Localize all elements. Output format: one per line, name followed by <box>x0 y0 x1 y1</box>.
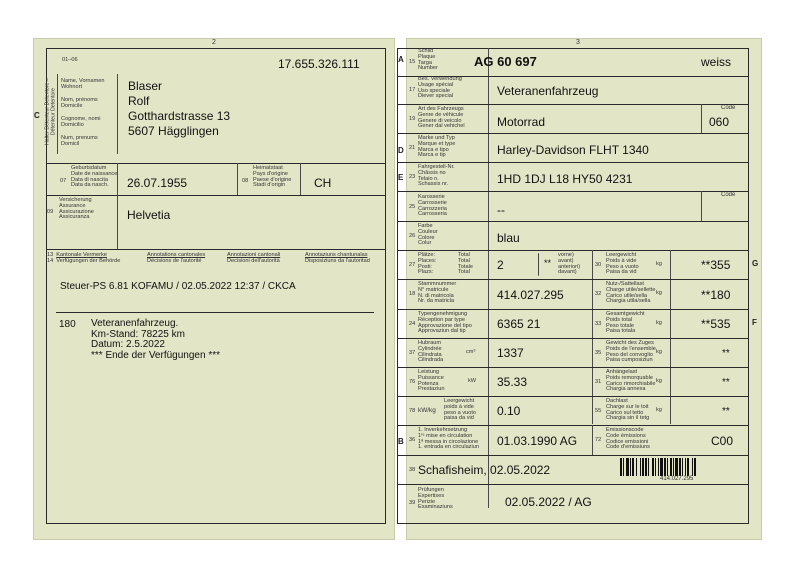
field-72-number: 72 <box>595 437 602 443</box>
label-power-it: Potenza <box>418 380 439 387</box>
label-front-it: anteriori) <box>558 263 581 270</box>
holder-vertical-label <box>44 74 58 154</box>
label-body-rm: Carrosseria <box>418 211 447 218</box>
label-body-fr: Carrosserie <box>418 199 447 206</box>
label-cantonal-it: Annotazioni cantonali <box>227 252 281 258</box>
label-first-registration-rm: 1. entrada en circulaziun <box>418 444 479 451</box>
power-labels <box>418 370 444 393</box>
label-birthdate-it: Data di nascita <box>71 176 109 183</box>
label-insurance-de: Versicherung <box>59 197 92 203</box>
remarks-header-fr <box>147 253 205 265</box>
label-authority-fr: Décisions de l'autorité <box>147 257 202 264</box>
label-payload-fr: Charge utile/sellette <box>606 286 656 293</box>
barcode <box>620 458 744 476</box>
first-registration-labels <box>418 428 479 451</box>
label-body-de: Karosserie <box>418 194 445 200</box>
vertical-label-5: Détenteur <box>50 112 56 136</box>
label-roof-load-it: Carico sul tetto <box>606 409 644 416</box>
label-name-de: Name, Vornamen <box>61 78 105 84</box>
label-authority-de: Verfügungen der Behörde <box>56 257 121 264</box>
vehicle-code-label: Code <box>721 105 736 111</box>
label-make-de: Marke und Typ <box>418 135 455 141</box>
power-unit: kW <box>468 378 477 384</box>
matricule-number: 414.027.295 <box>497 288 564 302</box>
holder-labels-rm <box>61 136 98 148</box>
first-registration: 01.03.1990 AG <box>497 434 578 448</box>
birthdate-labels <box>71 166 117 189</box>
label-first-registration-de: 1. Inverkehrsetzung <box>418 427 468 433</box>
chassis-number: 1HD 1DJ L18 HY50 4231 <box>497 172 633 186</box>
side-letter-f: F <box>752 318 757 327</box>
label-color-it: Colore <box>418 234 435 241</box>
label-origin-it: Paese d'origine <box>253 176 292 183</box>
side-letter-d: D <box>398 146 404 155</box>
label-type-approval-de: Typengenehmigung <box>418 311 468 317</box>
label-front-rm: davant) <box>558 269 577 276</box>
usage-labels <box>418 77 462 100</box>
note-line-1: Veteranenfahrzeug. <box>91 318 179 329</box>
label-power-rm: Prestaziun <box>418 386 445 393</box>
empty-weight: **355 <box>701 258 731 272</box>
roof-load-unit: kg <box>656 407 662 413</box>
label-displacement-fr: Cylindrée <box>418 345 442 352</box>
seats-total-labels <box>458 253 473 276</box>
column-number-right: 3 <box>576 39 580 46</box>
label-seats-fr: Places: <box>418 257 437 264</box>
label-vehicle-type-rm: Gener dal vehichel <box>418 123 465 130</box>
label-roof-load-de: Dachlast <box>606 398 628 404</box>
label-vehicle-type-it: Genere di veicolo <box>418 117 462 124</box>
label-plate-fr: Plaque <box>418 53 436 60</box>
label-displacement-it: Cilindrata <box>418 351 442 358</box>
seats-front-labels <box>558 253 580 276</box>
field-37-number: 37 <box>409 350 416 356</box>
field-33-number: 33 <box>595 321 602 327</box>
insurance: Helvetia <box>127 208 171 222</box>
field-15-number: 15 <box>409 59 416 65</box>
label-vehicle-type-de: Art des Fahrzeugs <box>418 106 464 112</box>
seats-front-bracket <box>538 253 539 276</box>
label-matricule-it: N. di matricola <box>418 292 454 299</box>
label-emission-fr: Code émissions <box>606 432 646 439</box>
holder-labels-it <box>61 117 101 129</box>
field-30-number: 30 <box>595 262 602 268</box>
total-weight: **535 <box>701 317 731 331</box>
special-usage: Veteranenfahrzeug <box>497 84 599 98</box>
field-13-number: 13 <box>47 252 54 258</box>
label-power-ratio-rm: paisa da vid <box>444 415 474 422</box>
field-78-number: 78 <box>409 408 416 414</box>
label-power-fr: Puissance <box>418 374 444 381</box>
label-matricule-rm: Nr. da matricla <box>418 298 455 305</box>
label-emission-rm: Code d'emissiuns <box>606 444 650 451</box>
note-block <box>91 319 220 361</box>
vehicle-type-labels <box>418 107 465 130</box>
label-make-fr: Marque et type <box>418 140 456 147</box>
power-ratio-labels <box>444 399 476 422</box>
empty-weight-labels <box>606 253 639 276</box>
plate-color: weiss <box>701 55 732 69</box>
label-power-ratio-it: peso a vuoto <box>444 409 477 416</box>
label-train-weight-de: Gewicht des Zuges <box>606 340 654 346</box>
vertical-label-2: Détenteur <box>44 106 51 130</box>
label-total-weight-fr: Poids total <box>606 316 633 323</box>
note-line-4: *** Ende der Verfügungen *** <box>91 349 220 361</box>
barcode-bar <box>696 458 697 476</box>
empty-weight-unit: kg <box>656 261 662 267</box>
side-letter-c: C <box>34 111 40 120</box>
holder-first-name: Rolf <box>128 94 150 108</box>
label-displacement-rm: Cilindrada <box>418 357 444 364</box>
label-cantonal-de: Kantonale Vermerke <box>56 252 107 258</box>
displacement-unit: cm³ <box>466 349 476 355</box>
make-labels <box>418 136 455 159</box>
field-08-number: 08 <box>242 178 249 184</box>
label-front-fr: avant) <box>558 257 574 264</box>
origin-country: CH <box>314 176 332 190</box>
towing-load: ** <box>722 377 730 388</box>
label-name-fr: Nom, prénoms <box>61 97 98 103</box>
chassis-labels <box>418 165 455 188</box>
label-insurance-fr: Assurance <box>59 202 86 209</box>
label-usage-it: Uso speciale <box>418 87 451 94</box>
displacement-labels <box>418 341 443 364</box>
label-vehicle-type-fr: Genre de véhicule <box>418 111 464 118</box>
note-line-3: Datum: 2.5.2022 <box>91 339 165 350</box>
total-weight-unit: kg <box>656 320 662 326</box>
label-roof-load-fr: Charge sur le toit <box>606 403 649 410</box>
label-seats-it: Posti: <box>418 263 432 270</box>
label-inspection-fr: Expertises <box>418 492 445 499</box>
power: 35.33 <box>497 375 528 389</box>
vertical-label-1: Halter <box>44 131 51 145</box>
seats-front: ** <box>544 258 552 268</box>
issue-place-date: Schafisheim, 02.05.2022 <box>418 463 551 477</box>
label-usage-de: Bes. Verwendung <box>418 76 462 82</box>
field-32-number: 32 <box>595 291 602 297</box>
origin-labels <box>253 166 291 189</box>
towing-labels <box>606 370 655 393</box>
label-first-registration-fr: 1ʳᵉ mise en circulation <box>418 432 473 439</box>
field-23-number: 23 <box>409 174 416 180</box>
holder-surname: Blaser <box>128 79 163 93</box>
insurance-labels <box>59 198 94 221</box>
label-inspection-rm: Examinaziuns <box>418 504 453 511</box>
field-24-number: 24 <box>409 321 416 327</box>
note-code: 180 <box>59 319 76 330</box>
label-payload-de: Nutz-/Sattellast <box>606 281 644 287</box>
field-14-number: 14 <box>47 257 54 264</box>
holder-labels-de <box>61 79 105 91</box>
label-train-weight-it: Peso del convoglio <box>606 351 653 358</box>
field-25-number: 25 <box>409 204 416 210</box>
type-approval: 6365 21 <box>497 317 541 331</box>
holder-labels-fr <box>61 98 98 110</box>
emission-labels <box>606 428 650 451</box>
label-chassis-rm: Schassis nr. <box>418 181 449 188</box>
label-birthdate-fr: Date de naissance <box>71 170 118 177</box>
inspection-date: 02.05.2022 / AG <box>505 495 592 509</box>
field-39-number: 39 <box>409 500 416 506</box>
vehicle-code: 060 <box>709 115 730 129</box>
barcode-number: 414.027.295 <box>660 476 694 482</box>
label-towing-rm: Chargia annexa <box>606 386 646 393</box>
note-line-2: Km-Stand: 78225 km <box>91 328 185 340</box>
label-plate-rm: Number <box>418 65 438 72</box>
label-insurance-rm: Assicuranza <box>59 214 90 221</box>
emission-code: C00 <box>711 434 734 448</box>
label-chassis-de: Fahrgestell-Nr. <box>418 164 455 170</box>
label-usage-fr: Usage spécial <box>418 81 454 88</box>
payload: **180 <box>701 288 731 302</box>
label-payload-rm: Chargia utila/sella <box>606 298 651 305</box>
inspection-labels <box>418 488 453 511</box>
power-ratio-prefix: kW/kg <box>418 407 436 414</box>
label-type-approval-fr: Réception par type <box>418 316 465 323</box>
label-payload-it: Carico utile/sella <box>606 292 648 299</box>
label-emission-it: Codice emissioni <box>606 438 649 445</box>
label-front-de: vorne) <box>558 252 574 258</box>
label-roof-load-rm: Chargia sin il tetg <box>606 415 650 422</box>
label-chassis-fr: Châssis no <box>418 169 446 176</box>
label-total-weight-it: Peso totale <box>606 322 634 329</box>
body-type: -- <box>497 203 505 217</box>
field-07-number: 07 <box>60 178 67 184</box>
label-type-approval-rm: Approvaziun dal tip <box>418 328 466 335</box>
label-domicile-fr: Domicile <box>61 102 83 109</box>
seats-labels <box>418 253 436 276</box>
label-train-weight-fr: Poids de l'ensemble <box>606 345 656 352</box>
remarks-header-de <box>47 253 120 265</box>
body-code-label: Code <box>721 192 736 198</box>
label-power-de: Leistung <box>418 369 440 375</box>
label-birthdate-rm: Data da nasch. <box>71 182 109 189</box>
label-total-de: Total <box>458 252 470 258</box>
side-letter-e: E <box>398 173 404 182</box>
vertical-label-6: Detentore <box>50 88 56 111</box>
payload-unit: kg <box>656 290 662 296</box>
label-chassis-it: Telaio n. <box>418 175 439 182</box>
label-domicile-de: Wohnort <box>61 83 83 90</box>
field-36-number: 36 <box>409 437 416 443</box>
label-color-rm: Colur <box>418 240 432 247</box>
field-55-number: 55 <box>595 408 602 414</box>
field-19-number: 19 <box>409 116 416 122</box>
label-empty-weight-rm: Paisa da vid <box>606 269 637 276</box>
label-make-rm: Marca e tip <box>418 152 446 159</box>
label-body-it: Carrozzeria <box>418 205 447 212</box>
field-35-number: 35 <box>595 350 602 356</box>
label-cantonal-rm: Annotaziuns chantunalas <box>305 252 368 258</box>
matricule-labels <box>418 282 456 305</box>
label-color-fr: Couleur <box>418 228 438 235</box>
field-09-number: 09 <box>47 209 54 215</box>
label-authority-it: Decisioni dell'autorità <box>227 257 280 264</box>
remarks-header-it <box>227 253 280 265</box>
label-power-ratio-de: Leergewicht <box>444 398 475 404</box>
side-letter-b: B <box>398 437 404 446</box>
label-matricule-de: Stammnummer <box>418 281 457 287</box>
train-weight: ** <box>722 348 730 359</box>
vehicle-color: blau <box>497 231 520 245</box>
label-displacement-de: Hubraum <box>418 340 442 346</box>
field-31-number: 31 <box>595 379 602 385</box>
field-18-number: 18 <box>409 291 416 297</box>
label-color-de: Farbe <box>418 223 433 229</box>
train-weight-labels <box>606 341 656 364</box>
holder-id: 17.655.326.111 <box>278 57 360 71</box>
vertical-label-4: – <box>44 78 51 82</box>
total-weight-labels <box>606 312 645 335</box>
label-plate-de: Schild <box>418 48 434 54</box>
holder-city: 5607 Hägglingen <box>128 124 219 138</box>
label-seats-de: Plätze: <box>418 252 436 258</box>
field-01-06-number: 01–06 <box>62 57 78 63</box>
label-empty-weight-de: Leergewicht <box>606 252 637 258</box>
train-weight-unit: kg <box>656 349 662 355</box>
label-usage-rm: Diever special <box>418 93 454 100</box>
label-inspection-de: Prüfungen <box>418 487 444 493</box>
field-76-number: 76 <box>409 379 416 385</box>
label-insurance-it: Assicurazione <box>59 208 94 215</box>
vehicle-type: Motorrad <box>497 115 546 129</box>
holder-street: Gotthardstrasse 13 <box>128 109 231 123</box>
label-towing-it: Carico rimorchiabile <box>606 380 656 387</box>
make-model: Harley-Davidson FLHT 1340 <box>497 143 649 157</box>
remarks-header-rm <box>305 253 370 265</box>
label-domicile-it: Domicilio <box>61 121 84 128</box>
label-total-it: Totale <box>458 263 473 270</box>
label-birthdate-de: Geburtsdatum <box>71 165 107 171</box>
label-total-weight-de: Gesamtgewicht <box>606 311 645 317</box>
tax-line: Steuer-PS 6.81 KOFAMU / 02.05.2022 12:37 / CKCA <box>60 281 296 292</box>
label-origin-de: Heimatstaat <box>253 165 283 171</box>
color-labels <box>418 224 438 247</box>
label-total-rm: Total <box>458 269 470 276</box>
label-towing-fr: Poids remorquable <box>606 374 653 381</box>
label-origin-rm: Stadi d'origin <box>253 182 286 189</box>
label-total-weight-rm: Paisa totala <box>606 328 636 335</box>
label-train-weight-rm: Paisa cumposiziun <box>606 357 653 364</box>
label-first-registration-it: 1ª messa in circolazione <box>418 438 479 445</box>
field-17-number: 17 <box>409 87 416 93</box>
label-plate-it: Targa <box>418 59 432 66</box>
payload-labels <box>606 282 655 305</box>
towing-unit: kg <box>656 378 662 384</box>
seats-total: 2 <box>497 258 504 272</box>
vertical-label-3: Detentore <box>44 82 51 106</box>
label-seats-rm: Plazs: <box>418 269 434 276</box>
field-38-number: 38 <box>409 467 416 473</box>
label-empty-weight-fr: Poids à vide <box>606 257 637 264</box>
field-27-number: 27 <box>409 262 416 268</box>
label-matricule-fr: N° matricule <box>418 286 449 293</box>
label-authority-rm: Disposiziuns da l'autoritad <box>305 257 370 264</box>
label-origin-fr: Pays d'origine <box>253 170 288 177</box>
label-empty-weight-it: Peso a vuoto <box>606 263 639 270</box>
column-number-left: 2 <box>212 39 216 46</box>
label-domicile-rm: Domicil <box>61 140 80 147</box>
roof-load: ** <box>722 406 730 417</box>
field-26-number: 26 <box>409 233 416 239</box>
label-name-rm: Num, prenums <box>61 135 98 141</box>
side-letter-g: G <box>752 259 759 268</box>
roof-load-labels <box>606 399 649 422</box>
field-21-number: 21 <box>409 145 416 151</box>
displacement: 1337 <box>497 346 524 360</box>
birthdate: 26.07.1955 <box>127 176 188 190</box>
label-type-approval-it: Approvazione del tipo <box>418 322 472 329</box>
license-plate: AG 60 697 <box>474 54 537 69</box>
label-cantonal-fr: Annotations cantonales <box>147 252 206 258</box>
body-labels <box>418 195 447 218</box>
label-emission-de: Emissionscode <box>606 427 644 433</box>
label-towing-de: Anhängelast <box>606 369 638 375</box>
label-name-it: Cognome, nomi <box>61 116 101 122</box>
side-letter-a: A <box>398 55 404 64</box>
type-approval-labels <box>418 312 472 335</box>
label-total-fr: Total <box>458 257 470 264</box>
power-ratio: 0.10 <box>497 404 521 418</box>
label-make-it: Marca e tipo <box>418 146 449 153</box>
plate-labels <box>418 49 438 72</box>
label-inspection-it: Perizie <box>418 498 436 505</box>
label-power-ratio-fr: poids à vide <box>444 403 474 410</box>
